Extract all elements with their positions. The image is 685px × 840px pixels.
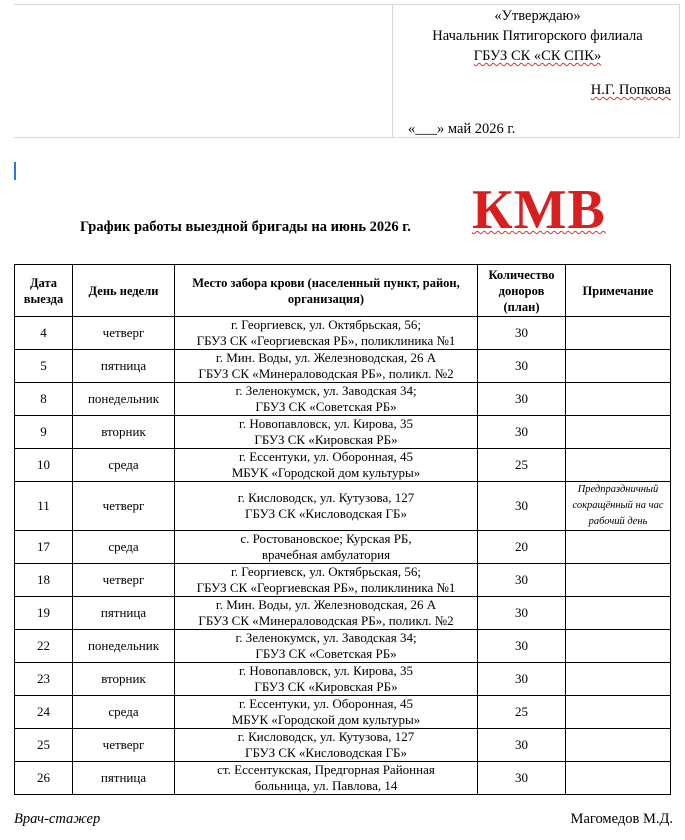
cell-note: [566, 383, 671, 416]
cell-donors: 25: [478, 449, 566, 482]
cell-note: [566, 762, 671, 795]
cell-date: 4: [15, 317, 73, 350]
cell-donors: 30: [478, 482, 566, 531]
place-line: ГБУЗ СК «Георгиевская РБ», поликлиника №1: [196, 580, 456, 595]
cell-weekday: четверг: [73, 564, 175, 597]
table-row: [15, 449, 671, 482]
place-line: г. Мин. Воды, ул. Железноводская, 26 А: [215, 597, 437, 612]
table-row: [15, 762, 671, 795]
cell-note: [566, 317, 671, 350]
place-line: с. Ростовановское; Курская РБ,: [240, 531, 412, 546]
region-stamp: КМВ: [472, 179, 606, 241]
cell-date: 23: [15, 663, 73, 696]
place-line: ГБУЗ СК «Минераловодская РБ», поликл. №2: [198, 613, 454, 628]
header-weekday: День недели: [73, 265, 175, 317]
table-row: [15, 564, 671, 597]
cell-donors: 30: [478, 350, 566, 383]
cell-weekday: вторник: [73, 416, 175, 449]
cell-place: [175, 663, 478, 696]
cell-date: 25: [15, 729, 73, 762]
approval-signer: Н.Г. Попкова: [590, 82, 671, 98]
place-line: г. Зеленокумск, ул. Заводская 34;: [235, 630, 417, 645]
cell-donors: 20: [478, 531, 566, 564]
cell-place: [175, 729, 478, 762]
place-line: г. Кисловодск, ул. Кутузова, 127: [237, 729, 415, 744]
cell-date: 22: [15, 630, 73, 663]
cell-note: [566, 597, 671, 630]
cell-date: 19: [15, 597, 73, 630]
header-donors: Количество доноров (план): [478, 265, 566, 317]
place-line: г. Георгиевск, ул. Октябрьская, 56;: [230, 317, 422, 332]
cell-place: [175, 531, 478, 564]
place-line: ГБУЗ СК «Георгиевская РБ», поликлиника №1: [196, 333, 456, 348]
place-line: ГБУЗ СК «Советская РБ»: [255, 399, 397, 414]
place-line: ГБУЗ СК «Кисловодская ГБ»: [245, 745, 407, 760]
cell-place: [175, 482, 478, 531]
table-row: [15, 597, 671, 630]
cell-weekday: среда: [73, 449, 175, 482]
cell-weekday: вторник: [73, 663, 175, 696]
place-line: МБУК «Городской дом культуры»: [231, 465, 421, 480]
table-row: [15, 630, 671, 663]
cell-place: [175, 350, 478, 383]
cell-donors: 30: [478, 663, 566, 696]
cell-weekday: четверг: [73, 729, 175, 762]
schedule-table: [14, 264, 671, 795]
cell-place: [175, 564, 478, 597]
cell-place: [175, 762, 478, 795]
cell-date: 8: [15, 383, 73, 416]
place-line: г. Мин. Воды, ул. Железноводская, 26 А: [215, 350, 437, 365]
cell-donors: 25: [478, 696, 566, 729]
cell-note: [566, 449, 671, 482]
header-date: Дата выезда: [15, 265, 73, 317]
cell-place: [175, 597, 478, 630]
place-line: врачебная амбулатория: [261, 547, 391, 562]
table-row: [15, 663, 671, 696]
place-line: больница, ул. Павлова, 14: [254, 778, 398, 793]
cell-note: [566, 564, 671, 597]
approval-line-3: ГБУЗ СК «СК СПК»: [473, 48, 602, 64]
table-header-row: [15, 265, 671, 317]
table-row: [15, 482, 671, 531]
cell-place: [175, 383, 478, 416]
table-row: [15, 317, 671, 350]
cell-note: [566, 350, 671, 383]
cell-date: 11: [15, 482, 73, 531]
place-line: г. Кисловодск, ул. Кутузова, 127: [237, 490, 415, 505]
place-line: ГБУЗ СК «Кисловодская ГБ»: [245, 506, 407, 521]
place-line: г. Новопавловск, ул. Кирова, 35: [239, 416, 413, 431]
place-line: г. Георгиевск, ул. Октябрьская, 56;: [230, 564, 422, 579]
cell-donors: 30: [478, 630, 566, 663]
place-line: ст. Ессентукская, Предгорная Районная: [217, 762, 435, 777]
cell-date: 9: [15, 416, 73, 449]
cell-weekday: понедельник: [73, 383, 175, 416]
cell-place: [175, 696, 478, 729]
place-line: г. Зеленокумск, ул. Заводская 34;: [235, 383, 417, 398]
place-line: ГБУЗ СК «Кировская РБ»: [254, 679, 398, 694]
cell-place: [175, 630, 478, 663]
cell-place: [175, 317, 478, 350]
cell-weekday: среда: [73, 696, 175, 729]
cell-donors: 30: [478, 729, 566, 762]
cell-place: [175, 449, 478, 482]
table-row: [15, 350, 671, 383]
cell-date: 26: [15, 762, 73, 795]
cell-weekday: четверг: [73, 482, 175, 531]
place-line: г. Новопавловск, ул. Кирова, 35: [239, 663, 413, 678]
cell-donors: 30: [478, 564, 566, 597]
table-row: [15, 383, 671, 416]
place-line: ГБУЗ СК «Минераловодская РБ», поликл. №2: [198, 366, 454, 381]
table-row: [15, 696, 671, 729]
cell-note: [566, 630, 671, 663]
cell-weekday: среда: [73, 531, 175, 564]
cell-note: [566, 531, 671, 564]
place-line: г. Ессентуки, ул. Оборонная, 45: [238, 696, 414, 711]
cell-note: Предпраздничный сокращённый на час рабочий день: [566, 482, 671, 531]
place-line: ГБУЗ СК «Кировская РБ»: [254, 432, 398, 447]
frame-divider: [392, 5, 393, 137]
cell-note: [566, 729, 671, 762]
cell-note: [566, 663, 671, 696]
approval-block: [400, 6, 675, 66]
cell-date: 5: [15, 350, 73, 383]
document-title: График работы выездной бригады на июнь 2026 г.: [80, 219, 411, 235]
cell-donors: 30: [478, 597, 566, 630]
place-line: ГБУЗ СК «Советская РБ»: [255, 646, 397, 661]
cell-donors: 30: [478, 762, 566, 795]
place-line: МБУК «Городской дом культуры»: [231, 712, 421, 727]
cell-weekday: пятница: [73, 762, 175, 795]
footer-name: Магомедов М.Д.: [570, 811, 673, 827]
cell-date: 24: [15, 696, 73, 729]
cell-donors: 30: [478, 383, 566, 416]
approval-line-2: Начальник Пятигорского филиала: [432, 28, 643, 44]
cell-place: [175, 416, 478, 449]
cell-date: 17: [15, 531, 73, 564]
cell-note: [566, 416, 671, 449]
cell-donors: 30: [478, 416, 566, 449]
approval-line-1: «Утверждаю»: [494, 8, 581, 24]
cell-weekday: понедельник: [73, 630, 175, 663]
approval-date: «___» май 2026 г.: [408, 121, 516, 137]
cell-weekday: пятница: [73, 350, 175, 383]
cell-date: 18: [15, 564, 73, 597]
cell-note: [566, 696, 671, 729]
text-cursor: [14, 162, 16, 180]
cell-date: 10: [15, 449, 73, 482]
footer-position: Врач-стажер: [14, 811, 101, 827]
table-row: [15, 531, 671, 564]
table-row: [15, 416, 671, 449]
header-place: Место забора крови (населенный пункт, район, организация): [175, 265, 478, 317]
table-row: [15, 729, 671, 762]
place-line: г. Ессентуки, ул. Оборонная, 45: [238, 449, 414, 464]
cell-weekday: четверг: [73, 317, 175, 350]
header-note: Примечание: [566, 265, 671, 317]
cell-weekday: пятница: [73, 597, 175, 630]
cell-donors: 30: [478, 317, 566, 350]
